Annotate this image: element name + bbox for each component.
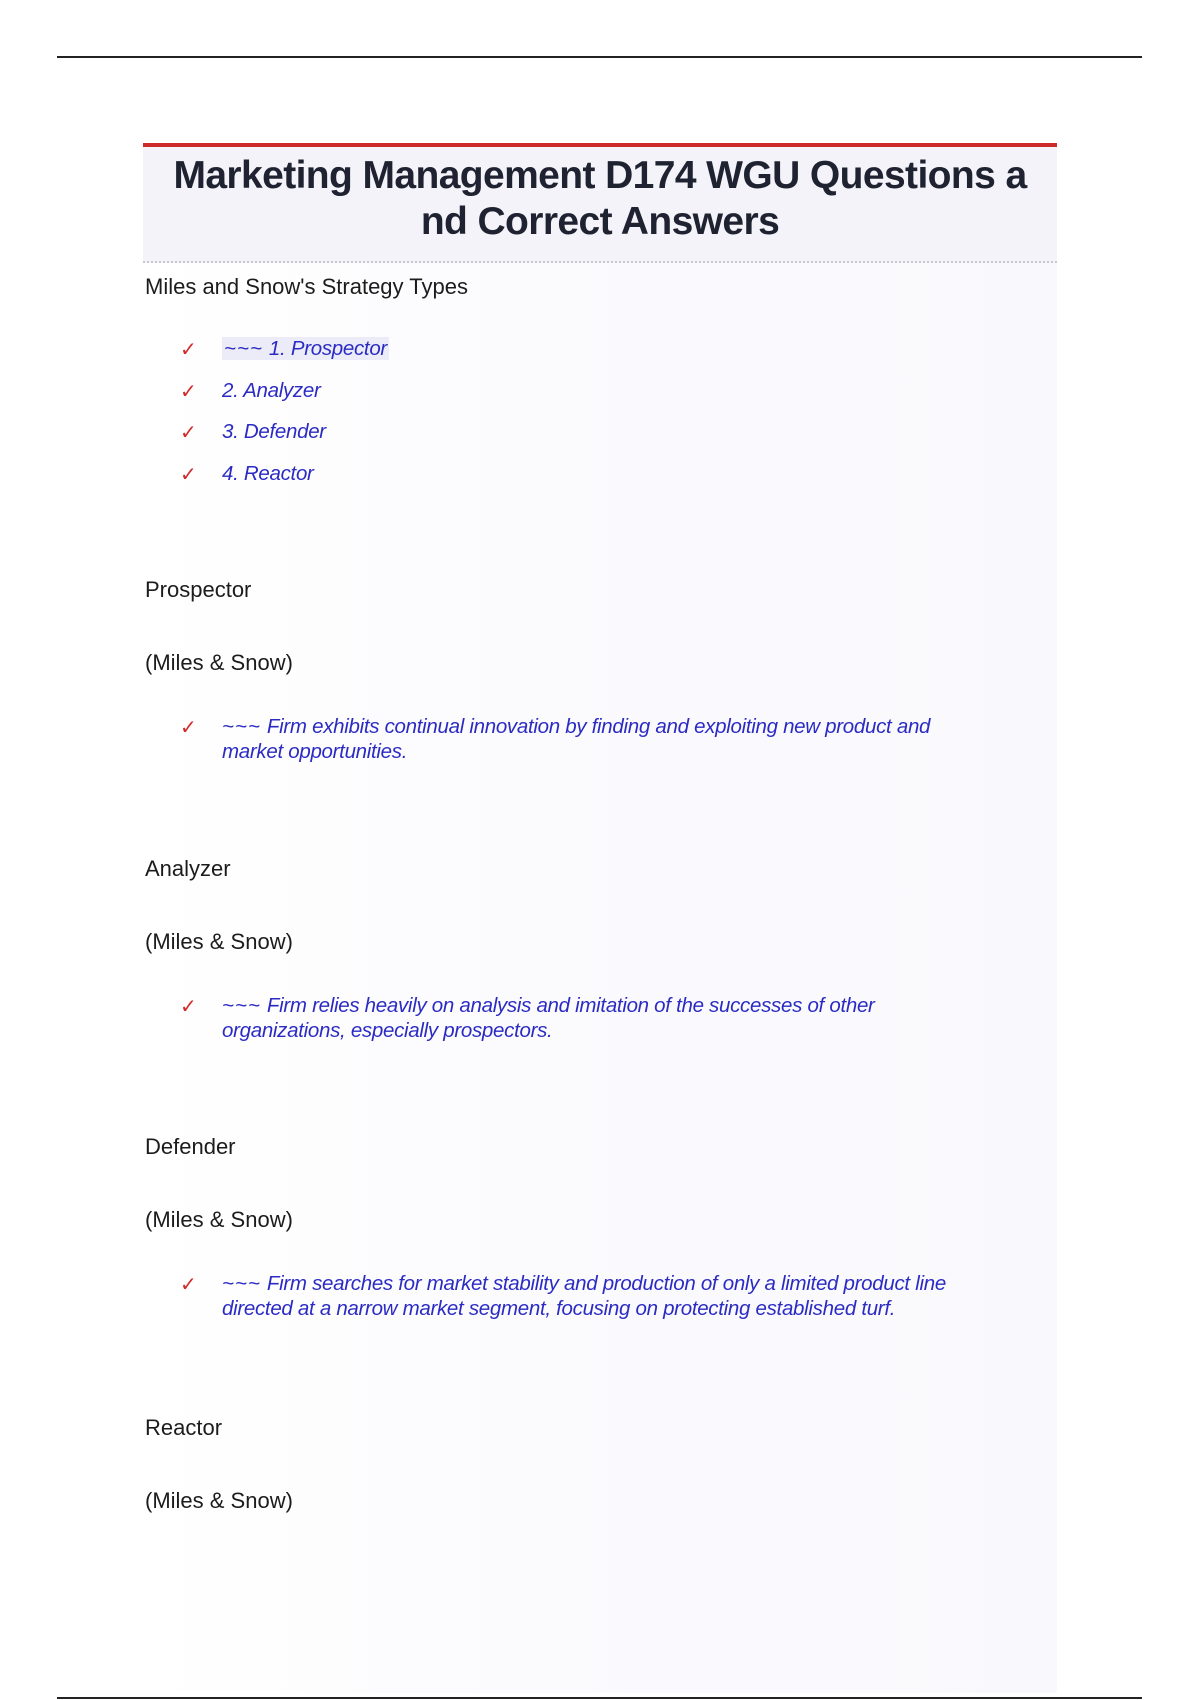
qa-block-reactor: [143, 1415, 1057, 1514]
question-source: (Miles & Snow): [145, 929, 293, 954]
answer-item: [143, 461, 1057, 502]
answer-list: [143, 1271, 1057, 1321]
answer-item: [143, 336, 1057, 378]
checkmark-icon: ✓: [180, 379, 197, 403]
qa-block-prospector: [143, 577, 1057, 764]
answer-item: [143, 993, 1057, 1043]
title-line-1: Marketing Management D174 WGU Questions a: [173, 154, 1027, 197]
checkmark-icon: ✓: [180, 1272, 197, 1296]
title-banner: [143, 143, 1057, 263]
checkmark-icon: ✓: [180, 337, 197, 361]
answer-item: [143, 714, 1057, 764]
answer-text: ~~~ 1. Prospector: [224, 337, 387, 360]
checkmark-icon: ✓: [180, 420, 197, 444]
question-source: (Miles & Snow): [145, 650, 293, 675]
qa-block-analyzer: [143, 856, 1057, 1043]
question-heading: Defender: [145, 1134, 236, 1159]
answer-list: [143, 336, 1057, 502]
question-source: (Miles & Snow): [145, 1207, 293, 1232]
page-bottom-rule: [57, 1697, 1142, 1699]
question-heading: Miles and Snow's Strategy Types: [145, 274, 468, 299]
answer-text: 4. Reactor: [222, 462, 314, 485]
document-body: [143, 143, 1057, 1693]
title-line-2: nd Correct Answers: [420, 200, 780, 243]
question-heading: Reactor: [145, 1415, 223, 1440]
answer-text: ~~~ Firm searches for market stability and production of only a limited product line directed at a narrow market segment, focusing on protecting established turf.: [222, 1272, 946, 1320]
checkmark-icon: ✓: [180, 715, 197, 739]
qa-block-strategy-types: [143, 274, 1057, 502]
answer-list: [143, 993, 1057, 1043]
answer-text: ~~~ Firm relies heavily on analysis and imitation of the successes of other organizations, especially prospectors.: [222, 994, 875, 1042]
answer-text: 2. Analyzer: [222, 379, 321, 402]
answer-prefix: ~~~: [222, 1272, 261, 1295]
page-top-rule: [57, 56, 1142, 58]
checkmark-icon: ✓: [180, 994, 197, 1018]
checkmark-icon: ✓: [180, 462, 197, 486]
answer-list: [143, 714, 1057, 764]
answer-prefix: ~~~: [222, 715, 261, 738]
answer-text: 3. Defender: [222, 420, 326, 443]
answer-prefix: ~~~: [222, 994, 261, 1017]
answer-text: ~~~ Firm exhibits continual innovation by finding and exploiting new product and market opportunities.: [222, 715, 931, 763]
answer-item: [143, 1271, 1057, 1321]
answer-prefix: ~~~: [224, 337, 263, 360]
qa-block-defender: [143, 1134, 1057, 1321]
page-title: [153, 153, 1047, 245]
answer-item: [143, 378, 1057, 419]
question-heading: Analyzer: [145, 856, 231, 881]
question-heading: Prospector: [145, 577, 252, 602]
answer-item: [143, 419, 1057, 461]
question-source: (Miles & Snow): [145, 1488, 293, 1513]
